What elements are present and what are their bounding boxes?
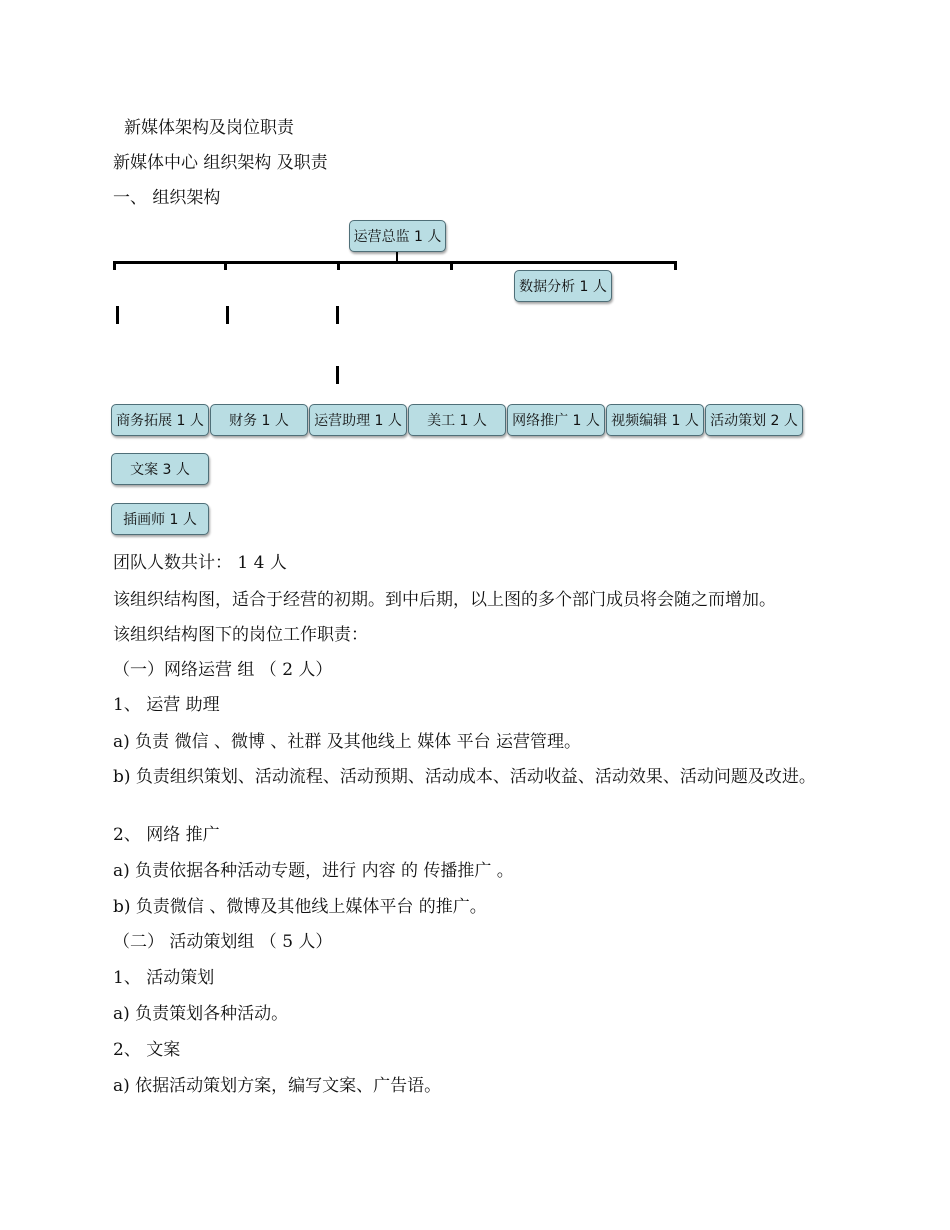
doc-title: 新媒体架构及岗位职责 — [124, 118, 294, 138]
org-dept-box: 商务拓展 1 人 — [111, 404, 209, 436]
connector — [674, 261, 677, 270]
org-dept-box: 活动策划 2 人 — [705, 404, 803, 436]
duty-item: a) 负责 微信 、微博 、社群 及其他线上 媒体 平台 运营管理。 — [113, 732, 581, 752]
org-head-box: 运营总监 1 人 — [349, 220, 446, 252]
connector — [116, 306, 119, 324]
connector — [337, 261, 340, 270]
org-dept-box: 美工 1 人 — [408, 404, 506, 436]
org-extra-box: 文案 3 人 — [111, 453, 209, 485]
org-analyst-box: 数据分析 1 人 — [514, 270, 612, 302]
connector — [224, 261, 227, 270]
role-heading: 2、 文案 — [113, 1040, 181, 1060]
org-extra-box: 插画师 1 人 — [111, 503, 209, 535]
doc-subtitle: 新媒体中心 组织架构 及职责 — [113, 153, 328, 173]
role-heading: 1、 运营 助理 — [113, 695, 220, 715]
org-dept-box: 运营助理 1 人 — [309, 404, 407, 436]
duty-item: a) 负责策划各种活动。 — [113, 1004, 289, 1024]
connector — [226, 306, 229, 324]
duty-item: a) 负责依据各种活动专题，进行 内容 的 传播推广 。 — [113, 861, 514, 881]
group-heading: （一）网络运营 组 （ 2 人） — [113, 660, 333, 680]
connector — [113, 261, 676, 264]
org-dept-box: 视频编辑 1 人 — [606, 404, 704, 436]
duty-item: b) 负责组织策划、活动流程、活动预期、活动成本、活动收益、活动效果、活动问题及改进。 — [113, 767, 816, 787]
group-heading: （二） 活动策划组 （ 5 人） — [113, 932, 333, 952]
connector — [336, 306, 339, 324]
duty-item: b) 负责微信 、微博及其他线上媒体平台 的推广。 — [113, 897, 487, 917]
org-dept-box: 财务 1 人 — [210, 404, 308, 436]
paragraph: 该组织结构图，适合于经营的初期。到中后期，以上图的多个部门成员将会随之而增加。 — [113, 590, 776, 610]
paragraph: 该组织结构图下的岗位工作职责： — [113, 625, 368, 645]
role-heading: 1、 活动策划 — [113, 968, 215, 988]
connector — [336, 366, 339, 384]
role-heading: 2、 网络 推广 — [113, 825, 220, 845]
connector — [450, 261, 453, 270]
org-dept-box: 网络推广 1 人 — [507, 404, 605, 436]
team-total: 团队人数共计： 1 4 人 — [113, 553, 287, 573]
connector — [113, 261, 116, 270]
duty-item: a) 依据活动策划方案，编写文案、广告语。 — [113, 1076, 442, 1096]
section-heading-org: 一、 组织架构 — [113, 188, 221, 208]
